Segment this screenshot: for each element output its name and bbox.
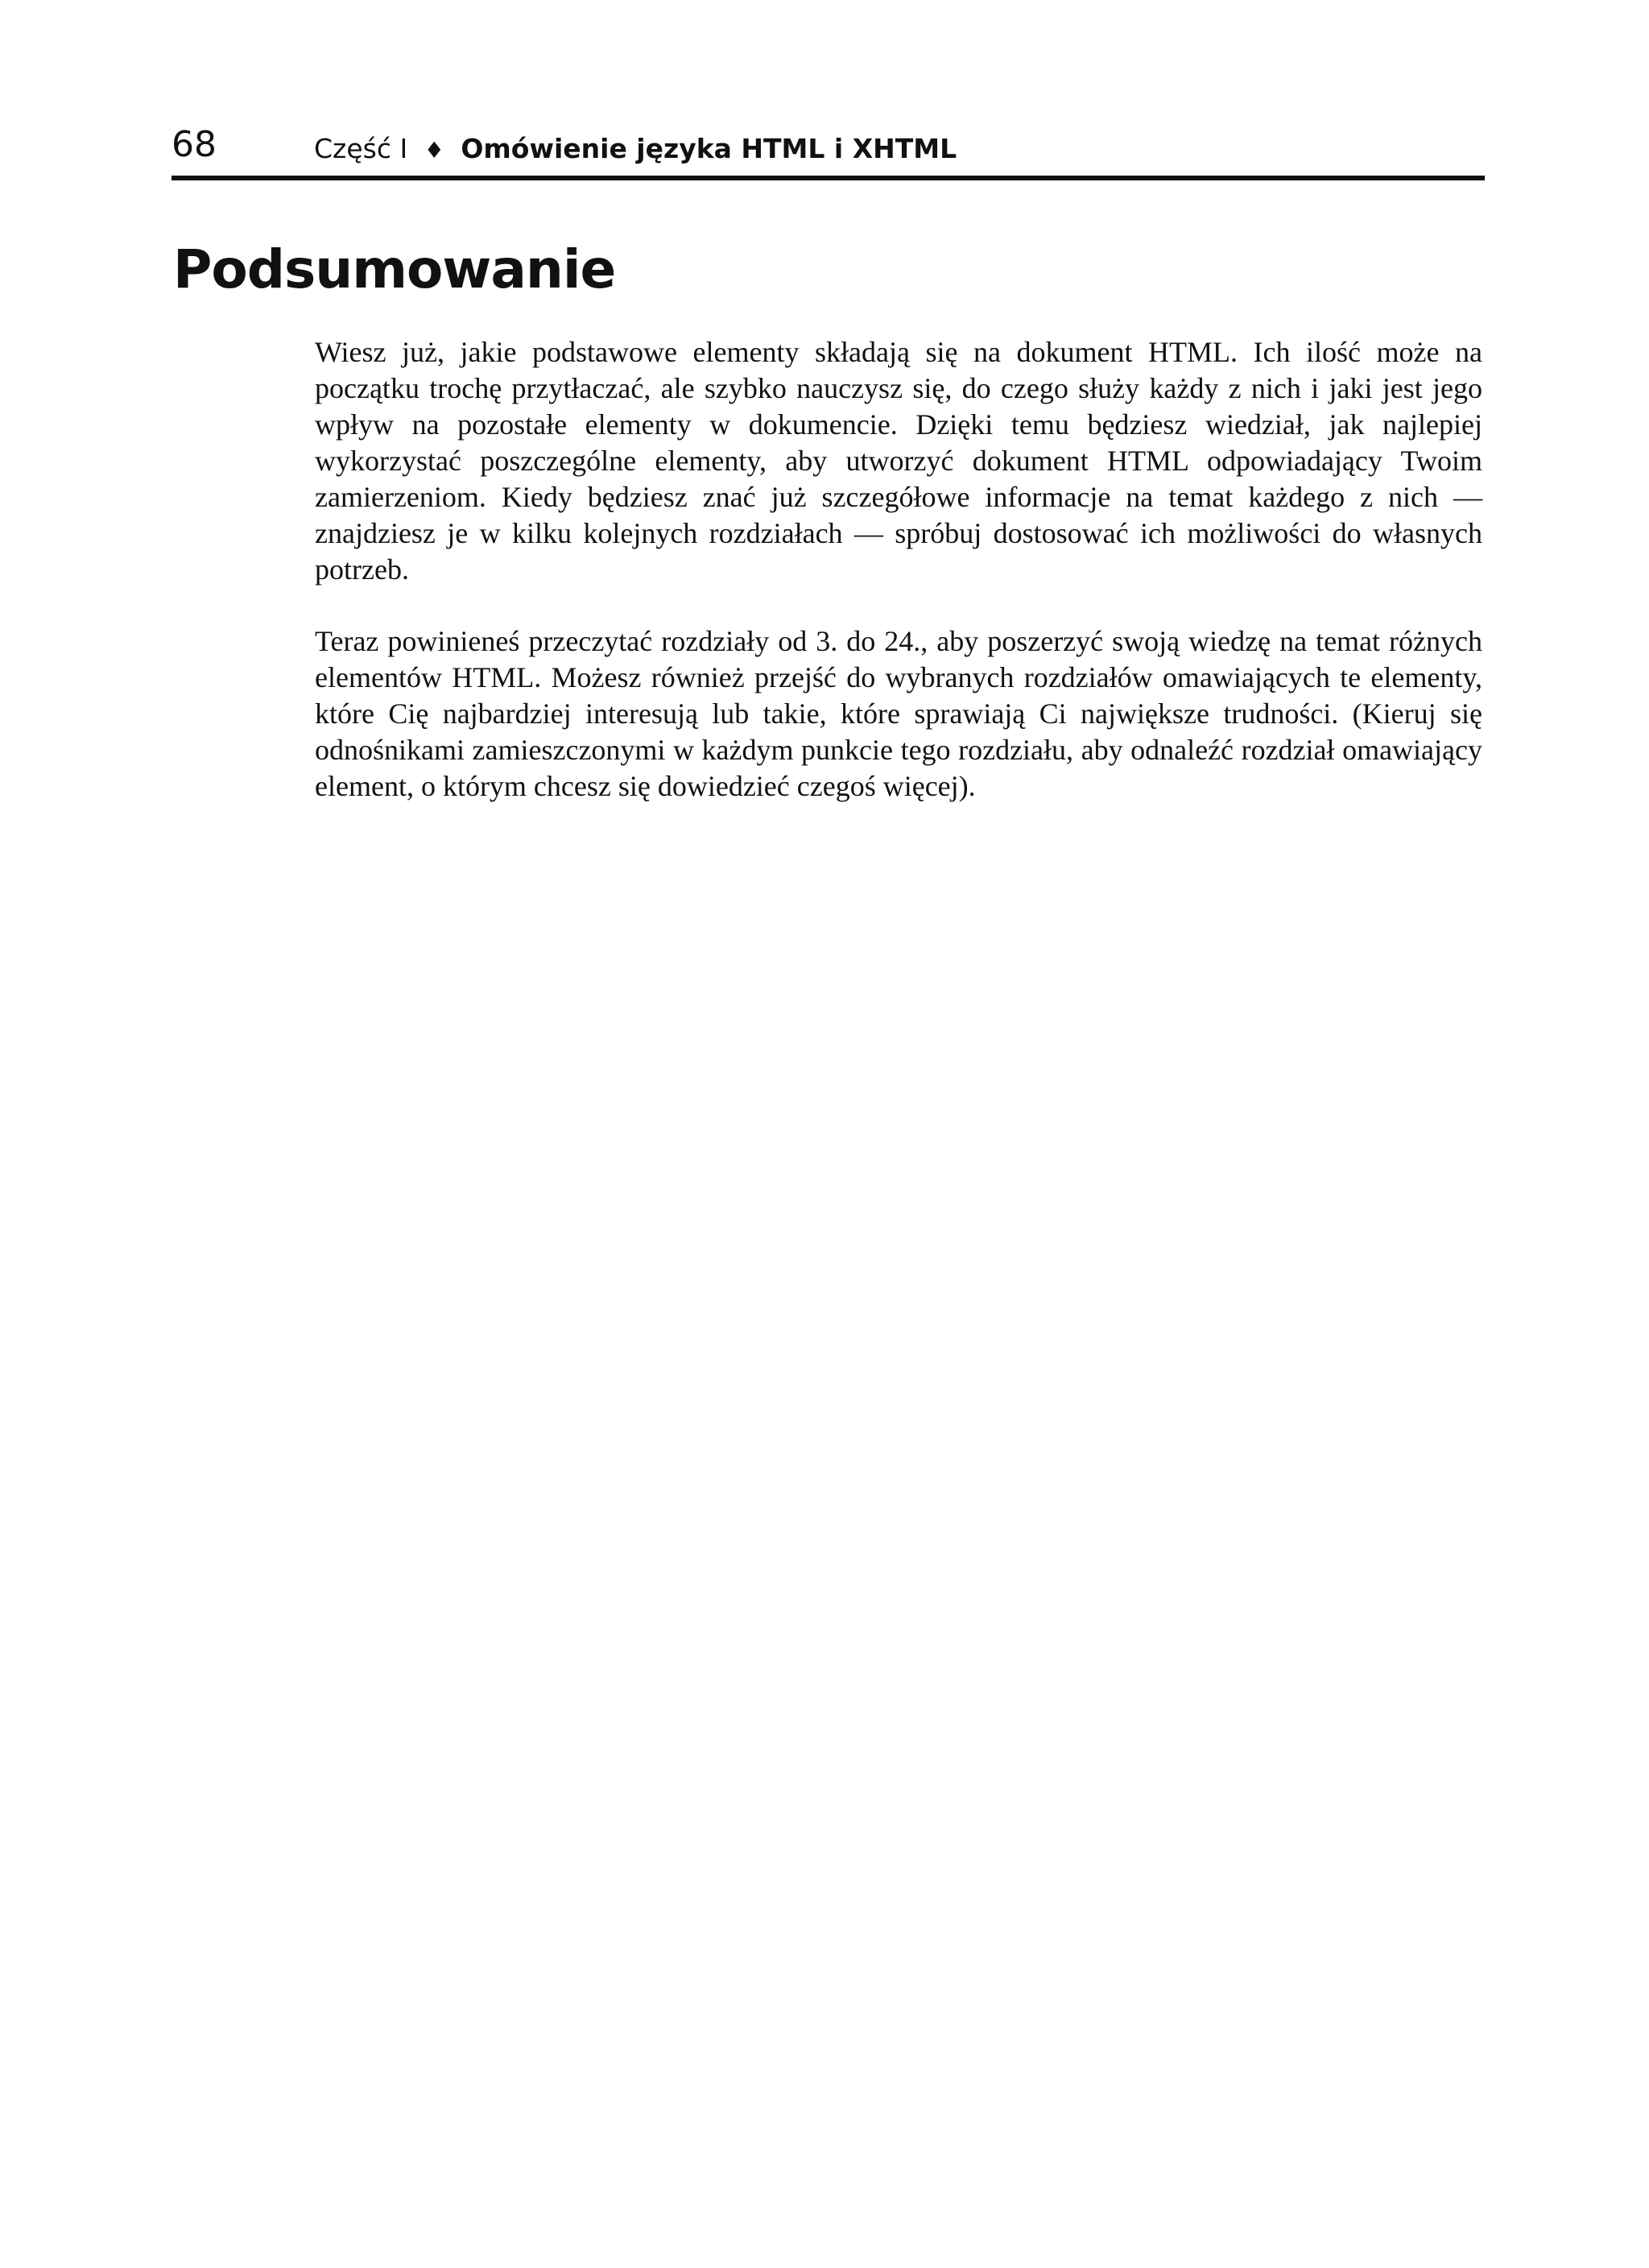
page-header (172, 121, 1485, 177)
section-title: Podsumowanie (173, 238, 616, 300)
diamond-separator-icon: ♦ (424, 137, 444, 163)
page-number: 68 (172, 124, 217, 165)
book-section-title: Omówienie języka HTML i XHTML (461, 133, 957, 164)
header-rule (172, 176, 1485, 180)
body-text (315, 334, 1482, 840)
part-label: Część I (314, 133, 408, 164)
running-head (314, 129, 957, 171)
paragraph-1: Wiesz już, jakie podstawowe elementy składają się na dokument HTML. Ich ilość może na początku trochę przytłaczać, ale szybko nauczysz się, do czego służy każdy z nich i jaki jest jego wpływ na pozostałe elementy w dokumencie. Dzięki temu będziesz wiedział, jak najlepiej wykorzystać poszczególne elementy, aby utworzyć dokument HTML odpowiadający Twoim zamierzeniom. Kiedy będziesz znać już szczegółowe informacje na temat każdego z nich — znajdziesz je w kilku kolejnych rozdziałach — spróbuj dostosować ich możliwości do własnych potrzeb. (315, 336, 1482, 586)
paragraph-2: Teraz powinieneś przeczytać rozdziały od 3. do 24., aby poszerzyć swoją wiedzę na temat różnych elementów HTML. Możesz również przejść do wybranych rozdziałów omawiających te elementy, które Cię najbardziej interesują lub takie, które sprawiają Ci największe trudności. (Kieruj się odnośnikami zamieszczonymi w każdym punkcie tego rozdziału, aby odnaleźć rozdział omawiający element, o którym chcesz się dowiedzieć czegoś więcej). (315, 625, 1482, 802)
